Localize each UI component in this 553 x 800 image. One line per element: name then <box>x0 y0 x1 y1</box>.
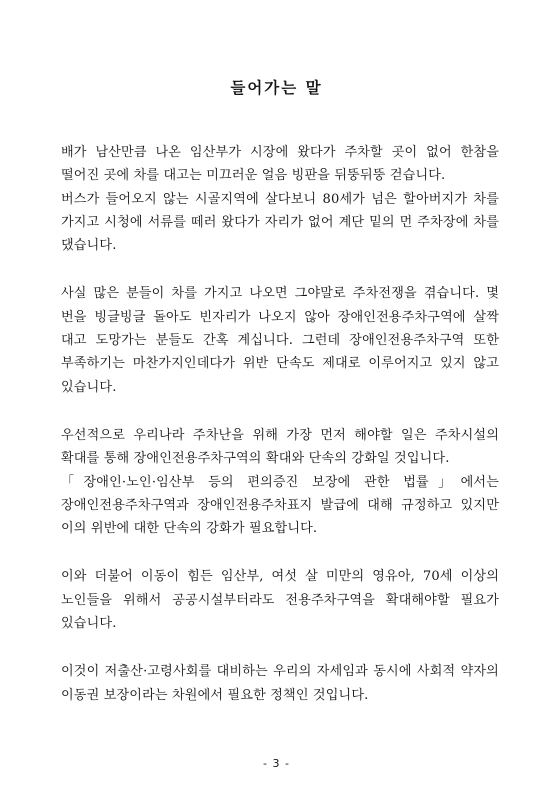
paragraph-line: 이것이 저출산·고령사회를 대비하는 우리의 자세임과 동시에 사회적 약자의 이동권 보장이라는 차원에서 필요한 정책인 것입니다. <box>61 664 499 703</box>
page-number: - 3 - <box>263 757 290 770</box>
paragraph-line: 이와 더불어 이동이 힘든 임산부, 여섯 살 미만의 영유아, 70세 이상의 노인들을 위해서 공공시설부터라도 전용주차구역을 확대해야할 필요가 있습니다. <box>61 569 499 632</box>
paragraph-line: 우선적으로 우리나라 주차난을 위해 가장 먼저 해야할 일은 주차시설의 확대를 통해 장애인전용주차구역의 확대와 단속의 강화일 것입니다. <box>61 427 499 467</box>
paragraph-line: 「장애인·노인·임산부 등의 편의증진 보장에 관한 법률」에서는 장애인전용주차구역과 장애인전용주차표지 발급에 대해 규정하고 있지만 이의 위반에 대한 단속의 강화가 필요합니다. <box>61 474 499 537</box>
paragraph-5 <box>61 660 499 707</box>
paragraph-1 <box>61 141 499 257</box>
body-text <box>61 141 499 707</box>
paragraph-2 <box>61 282 499 398</box>
paragraph-4 <box>61 565 499 635</box>
paragraph-3 <box>61 424 499 540</box>
page-title: 들어가는 말 <box>230 79 323 97</box>
paragraph-line: 버스가 들어오지 않는 시골지역에 살다보니 80세가 넘은 할아버지가 차를 가지고 시청에 서류를 떼러 왔다가 자리가 없어 계단 밑의 먼 주차장에 차를 댔습니다. <box>61 191 499 254</box>
paragraph-line: 사실 많은 분들이 차를 가지고 나오면 그야말로 주차전쟁을 겪습니다. 몇 번을 빙글빙글 돌아도 빈자리가 나오지 않아 장애인전용주차구역에 살짝 대고 도망가는 분들도 간혹 계십니다. 그런데 장애인전용주차구역 또한 부족하기는 마찬가지인데다가 위반 단속도 제대로 이루어지고 있지 않고 있습니다. <box>61 286 499 395</box>
paragraph-line: 배가 남산만큼 나온 임산부가 시장에 왔다가 주차할 곳이 없어 한참을 떨어진 곳에 차를 대고는 미끄러운 얼음 빙판을 뒤뚱뒤뚱 걷습니다. <box>61 145 499 184</box>
